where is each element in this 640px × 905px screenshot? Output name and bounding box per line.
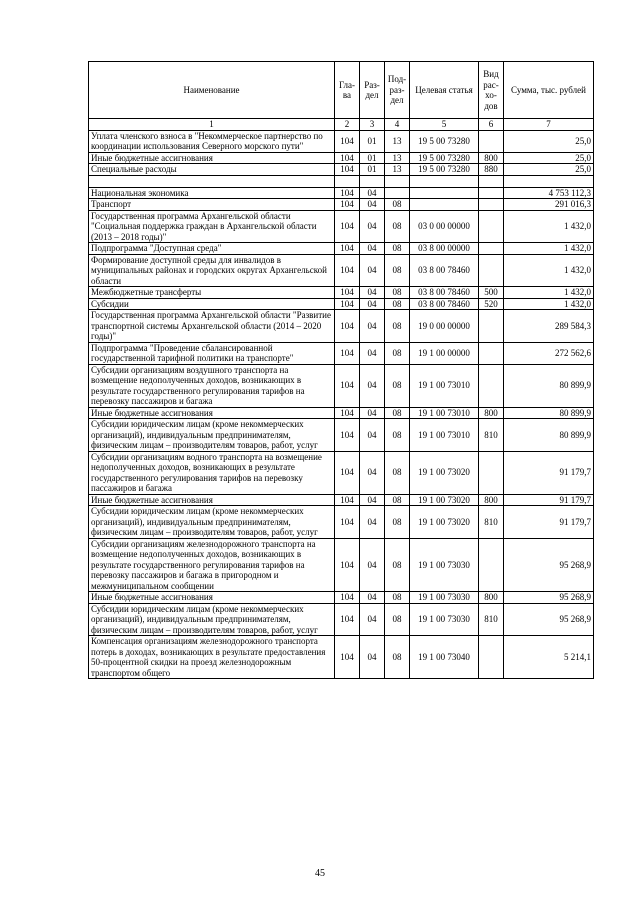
cell-tselevaya-statya: 03 8 00 78460: [410, 254, 479, 287]
cell-razdel: 04: [360, 636, 385, 679]
cell-summa: 1 432,0: [504, 298, 594, 310]
cell-razdel: 04: [360, 407, 385, 419]
cell-podrazdel: 08: [385, 506, 410, 539]
table-row: [89, 164, 594, 176]
table-header-row: [89, 62, 594, 119]
cell-glava: 104: [335, 298, 360, 310]
cell-tselevaya-statya: 19 1 00 73030: [410, 603, 479, 636]
cell-tselevaya-statya: 19 1 00 73030: [410, 538, 479, 592]
cell-razdel: 04: [360, 254, 385, 287]
cell-name: Формирование доступной среды для инвалидов в муниципальных районах и городских округах Архангельской области: [89, 254, 335, 287]
cell-podrazdel: 13: [385, 164, 410, 176]
cell-glava: 104: [335, 187, 360, 199]
cell-vid-rashodov: 810: [479, 506, 504, 539]
cell-summa: 5 214,1: [504, 636, 594, 679]
cell-tselevaya-statya: 03 8 00 78460: [410, 298, 479, 310]
cell-summa: 291 016,3: [504, 199, 594, 211]
cell-vid-rashodov: 800: [479, 494, 504, 506]
cell-name: Национальная экономика: [89, 187, 335, 199]
cell-razdel: 04: [360, 210, 385, 243]
cell-name: Субсидии: [89, 298, 335, 310]
cell-summa: 95 268,9: [504, 592, 594, 604]
cell-razdel: 04: [360, 451, 385, 494]
cell-razdel: 04: [360, 243, 385, 255]
cell-glava: 104: [335, 407, 360, 419]
table-row: [89, 210, 594, 243]
cell-vid-rashodov: [479, 210, 504, 243]
cell-vid-rashodov: [479, 538, 504, 592]
cell-razdel: 01: [360, 130, 385, 152]
cell-glava: 104: [335, 287, 360, 299]
header-summa: Сумма, тыс. рублей: [504, 62, 594, 119]
cell-vid-rashodov: 810: [479, 603, 504, 636]
cell-summa: 1 432,0: [504, 287, 594, 299]
cell-podrazdel: 08: [385, 636, 410, 679]
cell-name: Специальные расходы: [89, 164, 335, 176]
cell-tselevaya-statya: 03 0 00 00000: [410, 210, 479, 243]
table-row: [89, 130, 594, 152]
cell-podrazdel: 08: [385, 451, 410, 494]
cell-name: Межбюджетные трансферты: [89, 287, 335, 299]
table-row: [89, 254, 594, 287]
cell-podrazdel: 08: [385, 538, 410, 592]
cell-name: Уплата членского взноса в "Некоммерческое партнерство по координации использования Северного морского пути": [89, 130, 335, 152]
cell-glava: 104: [335, 164, 360, 176]
table-row: [89, 342, 594, 364]
cell-glava: 104: [335, 592, 360, 604]
cell-glava: 104: [335, 538, 360, 592]
cell-vid-rashodov: [479, 175, 504, 187]
cell-glava: 104: [335, 342, 360, 364]
cell-summa: 1 432,0: [504, 254, 594, 287]
table-row: [89, 506, 594, 539]
cell-summa: 272 562,6: [504, 342, 594, 364]
cell-podrazdel: 08: [385, 494, 410, 506]
cell-razdel: 04: [360, 419, 385, 452]
cell-vid-rashodov: [479, 243, 504, 255]
cell-name: Компенсация организациям железнодорожного транспорта потерь в доходах, возникающих в результате предоставления 50-процентной скидки на проезд железнодорожным транспортом общего: [89, 636, 335, 679]
cell-razdel: 04: [360, 538, 385, 592]
cell-name: Субсидии юридическим лицам (кроме некоммерческих организаций), индивидуальным предпринимателям, физическим лицам – производителям товаров, работ, услуг: [89, 506, 335, 539]
page-number: 45: [315, 868, 325, 879]
table-row: [89, 298, 594, 310]
cell-podrazdel: 08: [385, 243, 410, 255]
cell-summa: 25,0: [504, 130, 594, 152]
table-row: [89, 538, 594, 592]
cell-razdel: [360, 175, 385, 187]
cell-glava: 104: [335, 130, 360, 152]
cell-name: Иные бюджетные ассигнования: [89, 494, 335, 506]
cell-tselevaya-statya: 19 5 00 73280: [410, 152, 479, 164]
cell-tselevaya-statya: 19 1 00 00000: [410, 342, 479, 364]
cell-podrazdel: 08: [385, 419, 410, 452]
cell-podrazdel: 08: [385, 298, 410, 310]
cell-vid-rashodov: 880: [479, 164, 504, 176]
cell-vid-rashodov: 800: [479, 152, 504, 164]
cell-tselevaya-statya: 19 5 00 73280: [410, 164, 479, 176]
cell-razdel: 04: [360, 298, 385, 310]
cell-tselevaya-statya: 19 1 00 73020: [410, 494, 479, 506]
cell-name: Иные бюджетные ассигнования: [89, 407, 335, 419]
cell-name: [89, 175, 335, 187]
cell-glava: 104: [335, 310, 360, 343]
table-row: [89, 187, 594, 199]
cell-vid-rashodov: [479, 199, 504, 211]
header-razdel: Раз-дел: [360, 62, 385, 119]
table-row: [89, 199, 594, 211]
cell-podrazdel: 08: [385, 310, 410, 343]
table-row: [89, 175, 594, 187]
cell-vid-rashodov: [479, 187, 504, 199]
table-row: [89, 310, 594, 343]
cell-name: Государственная программа Архангельской области "Социальная поддержка граждан в Архангельской области (2013 – 2018 годы)": [89, 210, 335, 243]
cell-razdel: 04: [360, 199, 385, 211]
cell-podrazdel: 13: [385, 152, 410, 164]
cell-name: Подпрограмма "Доступная среда": [89, 243, 335, 255]
cell-glava: 104: [335, 451, 360, 494]
cell-razdel: 04: [360, 310, 385, 343]
cell-vid-rashodov: [479, 364, 504, 407]
cell-glava: 104: [335, 636, 360, 679]
cell-name: Субсидии юридическим лицам (кроме некоммерческих организаций), индивидуальным предпринимателям, физическим лицам – производителям товаров, работ, услуг: [89, 603, 335, 636]
cell-podrazdel: 08: [385, 199, 410, 211]
header-tselevaya-statya: Целевая статья: [410, 62, 479, 119]
cell-summa: 80 899,9: [504, 419, 594, 452]
cell-vid-rashodov: 500: [479, 287, 504, 299]
cell-podrazdel: 08: [385, 407, 410, 419]
cell-summa: 289 584,3: [504, 310, 594, 343]
cell-razdel: 04: [360, 287, 385, 299]
cell-vid-rashodov: 800: [479, 592, 504, 604]
cell-name: Субсидии организациям железнодорожного транспорта на возмещение недополученных доходов, возникающих в результате государственного регулирования тарифов на перевозку пассажиров и багажа в пригородном и межмуниципальном сообщении: [89, 538, 335, 592]
cell-summa: 80 899,9: [504, 407, 594, 419]
cell-razdel: 04: [360, 506, 385, 539]
table-row: [89, 603, 594, 636]
cell-vid-rashodov: [479, 130, 504, 152]
table-row: [89, 407, 594, 419]
table-row: [89, 243, 594, 255]
cell-podrazdel: 08: [385, 342, 410, 364]
cell-glava: 104: [335, 419, 360, 452]
cell-name: Иные бюджетные ассигнования: [89, 152, 335, 164]
cell-vid-rashodov: [479, 636, 504, 679]
header-name: Наименование: [89, 62, 335, 119]
cell-summa: 95 268,9: [504, 538, 594, 592]
cell-glava: 104: [335, 603, 360, 636]
table-row: [89, 287, 594, 299]
cell-vid-rashodov: [479, 451, 504, 494]
cell-podrazdel: [385, 175, 410, 187]
column-number: 7: [504, 119, 594, 131]
cell-summa: 1 432,0: [504, 210, 594, 243]
cell-razdel: 01: [360, 152, 385, 164]
table-row: [89, 592, 594, 604]
cell-podrazdel: 08: [385, 254, 410, 287]
column-number: 6: [479, 119, 504, 131]
column-number-row: [89, 119, 594, 131]
cell-summa: 80 899,9: [504, 364, 594, 407]
cell-tselevaya-statya: 19 1 00 73030: [410, 592, 479, 604]
cell-tselevaya-statya: 19 1 00 73010: [410, 419, 479, 452]
table-body: [89, 130, 594, 679]
cell-tselevaya-statya: 19 5 00 73280: [410, 130, 479, 152]
table-row: [89, 494, 594, 506]
cell-podrazdel: 08: [385, 210, 410, 243]
cell-tselevaya-statya: 19 1 00 73010: [410, 407, 479, 419]
cell-vid-rashodov: 800: [479, 407, 504, 419]
cell-summa: [504, 175, 594, 187]
cell-glava: 104: [335, 199, 360, 211]
cell-podrazdel: 08: [385, 364, 410, 407]
cell-tselevaya-statya: 19 1 00 73010: [410, 364, 479, 407]
cell-summa: 91 179,7: [504, 494, 594, 506]
table-row: [89, 451, 594, 494]
cell-tselevaya-statya: 03 8 00 78460: [410, 287, 479, 299]
cell-podrazdel: 08: [385, 603, 410, 636]
cell-glava: 104: [335, 152, 360, 164]
cell-summa: 95 268,9: [504, 603, 594, 636]
cell-tselevaya-statya: [410, 187, 479, 199]
cell-vid-rashodov: [479, 310, 504, 343]
cell-name: Государственная программа Архангельской области "Развитие транспортной системы Архангельской области (2014 – 2020 годы)": [89, 310, 335, 343]
cell-vid-rashodov: 520: [479, 298, 504, 310]
cell-summa: 91 179,7: [504, 451, 594, 494]
column-number: 4: [385, 119, 410, 131]
cell-tselevaya-statya: 19 0 00 00000: [410, 310, 479, 343]
cell-vid-rashodov: [479, 254, 504, 287]
cell-tselevaya-statya: 19 1 00 73020: [410, 506, 479, 539]
cell-tselevaya-statya: [410, 175, 479, 187]
cell-name: Транспорт: [89, 199, 335, 211]
cell-summa: 1 432,0: [504, 243, 594, 255]
column-number: 3: [360, 119, 385, 131]
cell-glava: 104: [335, 364, 360, 407]
cell-summa: 91 179,7: [504, 506, 594, 539]
cell-podrazdel: 13: [385, 130, 410, 152]
cell-razdel: 04: [360, 187, 385, 199]
cell-name: Субсидии юридическим лицам (кроме некоммерческих организаций), индивидуальным предпринимателям, физическим лицам – производителям товаров, работ, услуг: [89, 419, 335, 452]
table-row: [89, 636, 594, 679]
cell-razdel: 04: [360, 603, 385, 636]
cell-tselevaya-statya: [410, 199, 479, 211]
cell-glava: [335, 175, 360, 187]
cell-name: Подпрограмма "Проведение сбалансированной государственной тарифной политики на транспорте": [89, 342, 335, 364]
cell-razdel: 04: [360, 494, 385, 506]
column-number: 5: [410, 119, 479, 131]
cell-tselevaya-statya: 19 1 00 73020: [410, 451, 479, 494]
cell-summa: 25,0: [504, 164, 594, 176]
table-row: [89, 364, 594, 407]
cell-summa: 25,0: [504, 152, 594, 164]
cell-name: Иные бюджетные ассигнования: [89, 592, 335, 604]
cell-glava: 104: [335, 243, 360, 255]
column-number: 1: [89, 119, 335, 131]
table-row: [89, 152, 594, 164]
cell-name: Субсидии организациям воздушного транспорта на возмещение недополученных доходов, возникающих в результате государственного регулирования тарифов на перевозку пассажиров и багажа: [89, 364, 335, 407]
cell-podrazdel: [385, 187, 410, 199]
cell-tselevaya-statya: 19 1 00 73040: [410, 636, 479, 679]
cell-razdel: 04: [360, 592, 385, 604]
cell-vid-rashodov: 810: [479, 419, 504, 452]
table-row: [89, 419, 594, 452]
cell-glava: 104: [335, 506, 360, 539]
header-glava: Гла-ва: [335, 62, 360, 119]
cell-tselevaya-statya: 03 8 00 00000: [410, 243, 479, 255]
cell-glava: 104: [335, 254, 360, 287]
column-number: 2: [335, 119, 360, 131]
cell-razdel: 04: [360, 342, 385, 364]
cell-vid-rashodov: [479, 342, 504, 364]
cell-glava: 104: [335, 210, 360, 243]
cell-razdel: 04: [360, 364, 385, 407]
cell-summa: 4 753 112,3: [504, 187, 594, 199]
header-podrazdel: Под-раз-дел: [385, 62, 410, 119]
cell-glava: 104: [335, 494, 360, 506]
cell-podrazdel: 08: [385, 592, 410, 604]
cell-name: Субсидии организациям водного транспорта на возмещение недополученных доходов, возникающих в результате государственного регулирования тарифов на перевозку пассажиров и багажа: [89, 451, 335, 494]
cell-podrazdel: 08: [385, 287, 410, 299]
header-vid-rashodov: Вид рас-хо-дов: [479, 62, 504, 119]
cell-razdel: 01: [360, 164, 385, 176]
budget-table: [88, 61, 594, 679]
